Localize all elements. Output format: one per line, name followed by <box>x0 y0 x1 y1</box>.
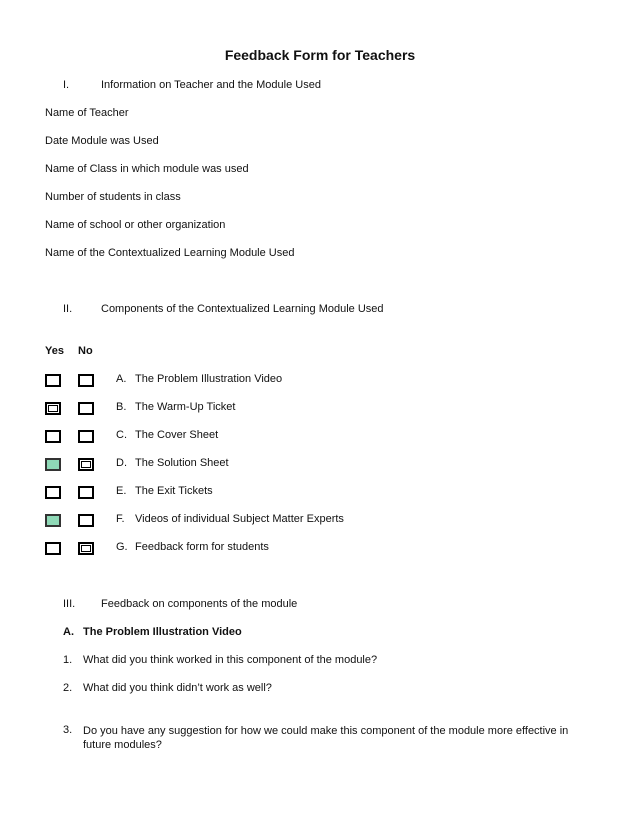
component-label: The Solution Sheet <box>135 457 229 469</box>
section-2-number: II. <box>63 303 73 315</box>
section-3-heading: Feedback on components of the module <box>101 598 298 610</box>
checkbox-yes-a[interactable] <box>45 374 61 387</box>
component-label: The Exit Tickets <box>135 485 213 497</box>
field-date-module-used: Date Module was Used <box>45 135 159 147</box>
question-3-number: 3. <box>63 724 73 736</box>
question-1-text: What did you think worked in this component of the module? <box>83 654 378 666</box>
checkbox-no-d[interactable] <box>78 458 94 471</box>
section-1-heading: Information on Teacher and the Module Used <box>101 79 321 91</box>
component-letter: F. <box>116 513 125 525</box>
checkbox-no-a[interactable] <box>78 374 94 387</box>
component-letter: G. <box>116 541 128 553</box>
no-column-header: No <box>78 345 93 357</box>
checkbox-no-c[interactable] <box>78 430 94 443</box>
question-2-text: What did you think didn’t work as well? <box>83 682 272 694</box>
field-name-of-teacher: Name of Teacher <box>45 107 129 119</box>
checkbox-yes-f[interactable] <box>45 514 61 527</box>
checkbox-no-e[interactable] <box>78 486 94 499</box>
component-letter: D. <box>116 457 127 469</box>
section-2-heading: Components of the Contextualized Learning Module Used <box>101 303 384 315</box>
component-letter: E. <box>116 485 127 497</box>
field-name-of-school: Name of school or other organization <box>45 219 226 231</box>
component-letter: A. <box>116 373 127 385</box>
checkbox-yes-d[interactable] <box>45 458 61 471</box>
question-1-number: 1. <box>63 654 73 666</box>
field-module-name: Name of the Contextualized Learning Module Used <box>45 247 295 259</box>
field-number-of-students: Number of students in class <box>45 191 181 203</box>
checkbox-no-f[interactable] <box>78 514 94 527</box>
page-title: Feedback Form for Teachers <box>224 47 416 63</box>
section-3-number: III. <box>63 598 76 610</box>
component-letter: B. <box>116 401 127 413</box>
checkbox-no-g[interactable] <box>78 542 94 555</box>
yes-column-header: Yes <box>45 345 64 357</box>
component-label: Videos of individual Subject Matter Experts <box>135 513 344 525</box>
checkbox-yes-g[interactable] <box>45 542 61 555</box>
subsection-heading: The Problem Illustration Video <box>83 626 242 638</box>
checkbox-yes-b[interactable] <box>45 402 61 415</box>
checkbox-yes-e[interactable] <box>45 486 61 499</box>
question-3-text: Do you have any suggestion for how we could make this component of the module more effective in future modules? <box>83 725 569 751</box>
component-label: The Cover Sheet <box>135 429 219 441</box>
component-label: The Warm-Up Ticket <box>135 401 236 413</box>
subsection-letter: A. <box>63 626 74 638</box>
section-1-number: I. <box>63 79 70 91</box>
component-label: Feedback form for students <box>135 541 269 553</box>
component-label: The Problem Illustration Video <box>135 373 283 385</box>
question-2-number: 2. <box>63 682 73 694</box>
checkbox-yes-c[interactable] <box>45 430 61 443</box>
field-name-of-class: Name of Class in which module was used <box>45 163 249 175</box>
component-letter: C. <box>116 429 127 441</box>
checkbox-no-b[interactable] <box>78 402 94 415</box>
